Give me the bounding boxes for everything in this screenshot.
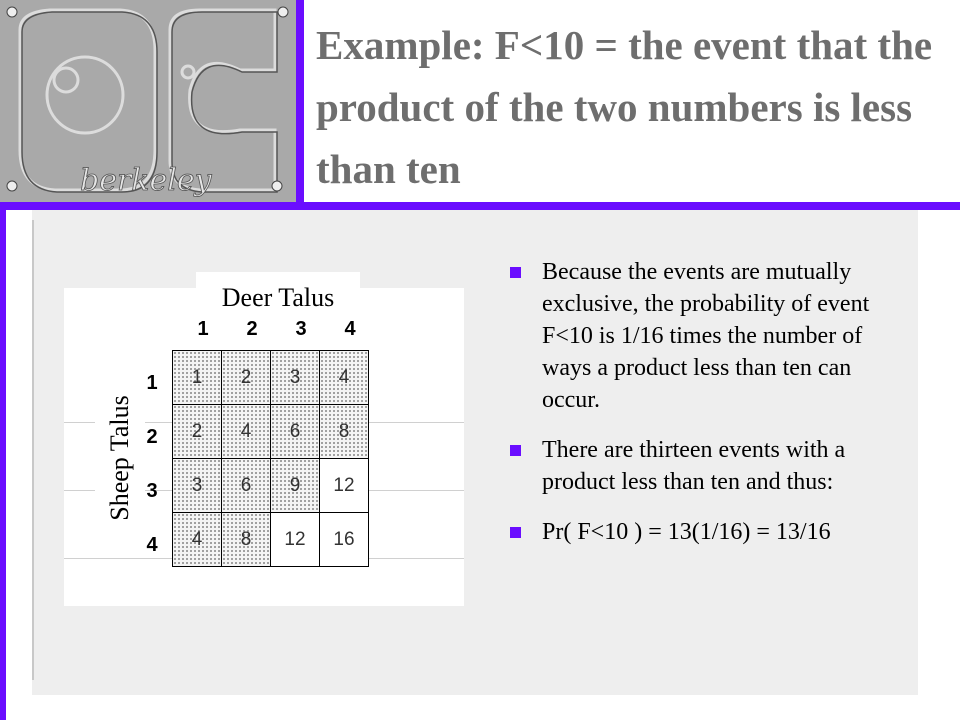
grid-cell: 3 [270, 350, 320, 405]
grid-cell: 1 [172, 350, 222, 405]
logo-wordmark: berkeley [80, 163, 212, 198]
grid-cell: 4 [172, 512, 222, 567]
bullet-text: Pr( F<10 ) = 13(1/16) = 13/16 [542, 519, 831, 545]
row-header [95, 378, 145, 538]
column-header: Deer Talus [196, 272, 360, 314]
grid-cell: 6 [270, 404, 320, 459]
bullet-text: Because the events are mutually exclusive, the probability of event F<10 is 1/16 times the number of ways a product less than ten can occur. [542, 259, 870, 413]
bullet-item [510, 256, 870, 416]
column-number: 2 [246, 318, 258, 340]
bullet-item [510, 516, 870, 548]
grid-cell: 3 [172, 458, 222, 513]
bullet-square-icon [510, 445, 521, 456]
accent-bar-vertical [296, 0, 304, 210]
accent-bar-horizontal [0, 202, 960, 210]
bullet-square-icon [510, 527, 521, 538]
grid-cell: 2 [172, 404, 222, 459]
row-number: 1 [146, 372, 158, 394]
accent-bar-left [0, 202, 6, 720]
bullet-item [510, 434, 870, 498]
row-header-label: Sheep Talus [105, 395, 134, 521]
slide-title: Example: F<10 = the event that the product of the two numbers is less than ten [316, 22, 933, 192]
grid-cell: 6 [221, 458, 271, 513]
panel-divider [32, 220, 34, 680]
bullet-text: There are thirteen events with a product less than ten and thus: [542, 437, 846, 495]
outcome-grid [172, 350, 368, 566]
bullet-list [510, 256, 870, 566]
grid-cell: 9 [270, 458, 320, 513]
row-number: 2 [146, 426, 158, 448]
column-number: 4 [344, 318, 356, 340]
grid-cell: 12 [270, 512, 320, 567]
column-number: 3 [295, 318, 307, 340]
uc-berkeley-logo [0, 0, 296, 202]
grid-cell: 4 [319, 350, 369, 405]
row-number: 4 [146, 534, 158, 556]
panel-edge [14, 210, 32, 695]
grid-cell: 12 [319, 458, 369, 513]
bullet-square-icon [510, 267, 521, 278]
grid-cell: 16 [319, 512, 369, 567]
grid-cell: 4 [221, 404, 271, 459]
column-number: 1 [197, 318, 209, 340]
row-number: 3 [146, 480, 158, 502]
grid-cell: 8 [319, 404, 369, 459]
grid-cell: 2 [221, 350, 271, 405]
grid-cell: 8 [221, 512, 271, 567]
